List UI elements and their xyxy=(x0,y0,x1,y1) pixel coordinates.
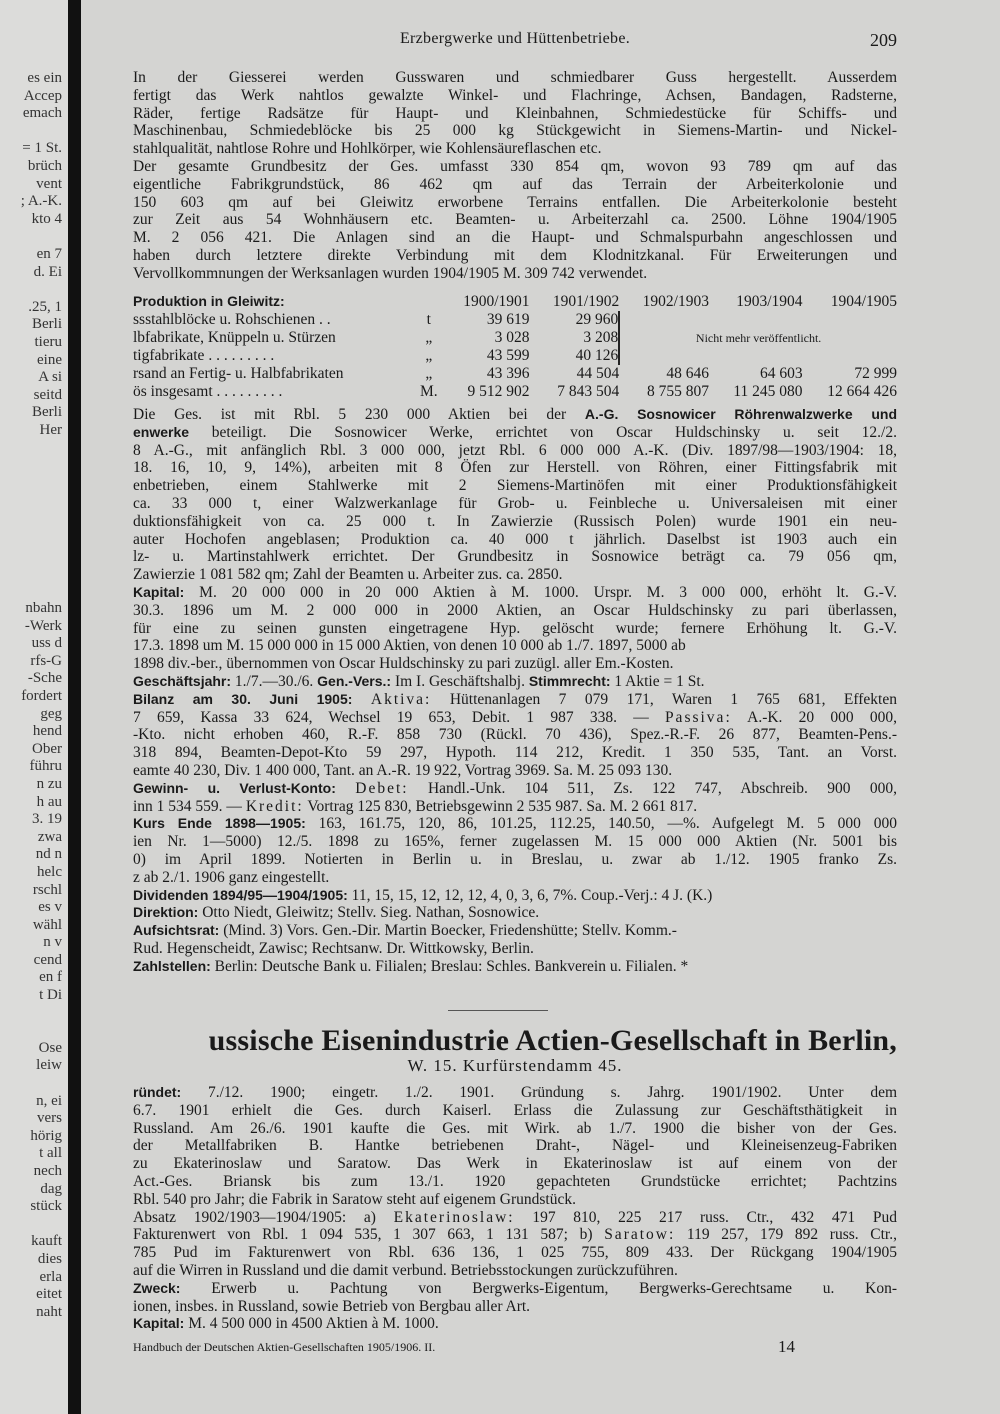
table-cell: 3 208 xyxy=(583,329,619,346)
text-run: 7./12. 1900; eingetr. 1./2. 1901. Gründung s. Jahrg. 1901/1902. Unter dem xyxy=(181,1084,897,1101)
text-run: der Metallfabriken B. Hantke betriebenen Draht-, Nägel- und Kleineisenzeug-Fabriken xyxy=(133,1137,897,1155)
text-run: lz- u. Martinstahlwerk errichtet. Der Grundbesitz in Sosnowice beträgt ca. 79 056 qm, xyxy=(133,548,897,566)
margin-fragment: fordert xyxy=(21,687,62,704)
text-line xyxy=(133,602,897,620)
running-header xyxy=(133,30,897,52)
table-header-row xyxy=(133,292,897,311)
text-line xyxy=(133,158,897,176)
text-line xyxy=(133,780,897,798)
text-line xyxy=(133,655,897,673)
margin-fragment: seitd xyxy=(33,386,62,403)
label-run: Ekaterinoslaw: xyxy=(393,1208,515,1226)
text-run: Erwerb u. Pachtung von Bergwerks-Eigentum, Bergwerks-Gerechtsame u. Kon- xyxy=(180,1279,897,1297)
margin-fragment: d. Ei xyxy=(33,263,62,280)
paragraph-company-details xyxy=(133,406,897,976)
text-line xyxy=(133,904,897,922)
table-cell: 43 599 xyxy=(486,347,530,364)
text-line xyxy=(133,1280,897,1298)
text-run: Russland. Am 26./6. 1901 kaufte die Ges. mit Wirk. ab 1./7. 1900 die bisher von der Ges. xyxy=(133,1119,897,1137)
margin-fragment: vers xyxy=(37,1110,62,1127)
text-line xyxy=(133,851,897,869)
label-run: Kapital: xyxy=(133,583,185,600)
text-line xyxy=(133,105,897,123)
production-table xyxy=(133,292,897,401)
margin-fragment: rfs-G xyxy=(30,652,62,669)
text-line xyxy=(133,229,897,247)
label-run: Passiva: xyxy=(664,708,732,726)
text-run: 11, 15, 15, 12, 12, 12, 4, 0, 3, 6, 7%. Coup.-Verj.: 4 J. (K.) xyxy=(347,886,713,904)
margin-fragment: hend xyxy=(32,723,62,740)
label-run: Debet: xyxy=(355,779,409,797)
margin-fragment: Accep xyxy=(23,87,62,104)
margin-fragment: vent xyxy=(36,175,62,192)
margin-fragment: stück xyxy=(30,1198,62,1215)
text-run: eigentliche Fabrikgrundstück, 86 462 qm auf das Terrain der Arbeiterkolonie und xyxy=(133,175,897,193)
text-run: duktionsfähigkeit von ca. 25 000 t. In Zawierzie (Russisch Polen) wurde 1901 ein neu- xyxy=(133,512,897,530)
binding-shadow xyxy=(68,0,81,1414)
margin-fragment: eine xyxy=(37,351,62,368)
text-run: A.-K. 20 000 000, xyxy=(731,708,897,726)
table-cell: 12 664 426 xyxy=(827,383,897,400)
page-number: 209 xyxy=(870,30,897,50)
margin-fragment: n zu xyxy=(36,775,62,792)
label-run: Zahlstellen: xyxy=(133,957,211,974)
margin-fragment: zwa xyxy=(37,828,62,845)
table-cell: 44 504 xyxy=(576,365,620,382)
label-run: Kapital: xyxy=(133,1315,185,1332)
text-run: Zawierzie 1 081 582 qm; Zahl der Beamten u. Arbeiter zus. ca. 2850. xyxy=(133,566,563,584)
text-line xyxy=(133,194,897,212)
text-line xyxy=(133,744,897,762)
row-label: tigfabrikate . . . . . . . . . xyxy=(133,347,275,364)
text-run: Maschinenbau, Schmiedeblöcke bis 25 000 kg Stückgewicht in Siemens-Martin- und Nickel- xyxy=(133,122,897,140)
text-run: z ab 2./1. 1906 ganz eingestellt. xyxy=(133,868,330,886)
text-run: 0) im April 1899. Notierten in Berlin u. in Breslau, u. zwar ab 1./12. 1905 franko Zs. xyxy=(133,850,897,868)
text-line xyxy=(133,869,897,887)
margin-fragment: kauft xyxy=(31,1233,62,1250)
text-run: 1 Aktie = 1 St. xyxy=(610,672,705,690)
company-address: W. 15. Kurfürstendamm 45. xyxy=(407,1056,623,1075)
row-label: ssstahlblöcke u. Rohschienen . . xyxy=(133,311,331,328)
text-run: 119 257, 179 892 russ. Ctr., xyxy=(675,1226,897,1244)
table-cell: 72 999 xyxy=(854,365,897,382)
year-header: 1901/1902 xyxy=(552,292,620,310)
label-run: Kurs Ende 1898—1905: xyxy=(133,815,306,832)
text-line xyxy=(133,247,897,265)
paragraph-russische-eisenindustrie xyxy=(133,1084,897,1333)
text-run: auter Hochofen angeblasen; Produktion ca. 40 000 t jährlich. Daselbst ist 1903 auch ein xyxy=(133,530,897,548)
row-unit: t xyxy=(426,311,431,328)
margin-fragment: Ober xyxy=(32,740,62,757)
text-line xyxy=(133,922,897,940)
label-run: Saratow: xyxy=(604,1226,676,1244)
text-run: M. 2 056 421. Die Anlagen sind an die Haupt- und Schmalspurbahn angeschlossen und xyxy=(133,229,897,247)
table-cell: 64 603 xyxy=(759,365,803,382)
text-line xyxy=(133,1102,897,1120)
table-cell: 11 245 080 xyxy=(733,383,803,400)
table-cell: 7 843 504 xyxy=(557,383,620,400)
text-line xyxy=(133,584,897,602)
text-run: 8 A.-G., mit anfänglich Rbl. 3 000 000, jetzt Rbl. 6 000 000 A.-K. (Div. 1897/98—1903/1904: 18, xyxy=(133,441,897,459)
text-run: Hüttenanlagen 7 079 171, Waren 1 765 681, Effekten xyxy=(431,690,897,708)
text-run: 318 894, Beamten-Depot-Kto 59 297, Hypoth. 114 212, Kredit. 1 350 535, Tant. an Vorst. xyxy=(133,744,897,762)
text-run: Vervollkommnungen der Werksanlagen wurden 1904/1905 M. 309 742 verwendet. xyxy=(133,264,648,282)
margin-fragment: es ein xyxy=(27,70,62,86)
text-line xyxy=(133,87,897,105)
page-footer xyxy=(133,1337,897,1356)
company-title: ussische Eisenindustrie Actien-Gesellschaft in Berlin, xyxy=(208,1024,897,1057)
label-run: ründet: xyxy=(133,1084,182,1100)
table-cell: 8 755 807 xyxy=(646,383,709,400)
margin-fragment: rschl xyxy=(32,881,62,898)
table-cell: 40 126 xyxy=(575,347,619,364)
text-line xyxy=(133,495,897,513)
text-run: M. 4 500 000 in 4500 Aktien à M. 1000. xyxy=(184,1315,439,1333)
margin-fragment xyxy=(21,228,62,246)
margin-fragment: t Di xyxy=(39,987,62,1004)
footer-text: Handbuch der Deutschen Aktien-Gesellschaften 1905/1906. II. xyxy=(133,1340,436,1354)
margin-fragment: leiw xyxy=(36,1057,62,1074)
text-line xyxy=(133,477,897,495)
margin-fragment xyxy=(21,123,62,141)
label-run: Direktion: xyxy=(133,904,199,921)
text-line xyxy=(133,406,897,424)
text-run: fertigt das Werk nahtlos gewalzte Winkel- und Flachringe, Achsen, Bandagen, Radsterne, xyxy=(133,86,897,104)
text-run: 1898 div.-ber., übernommen von Oscar Huldschinsky zu pari zuzügl. aller Em.-Kosten. xyxy=(133,655,674,673)
text-line xyxy=(133,140,897,158)
text-line xyxy=(133,1120,897,1138)
text-run: Otto Niedt, Gleiwitz; Stellv. Sieg. Nathan, Sosnowice. xyxy=(198,904,540,922)
text-run: Absatz 1902/1903—1904/1905: a) xyxy=(133,1208,394,1226)
margin-fragment: Berli xyxy=(32,404,62,421)
label-run: enwerke xyxy=(133,423,190,440)
margin-fragment: = 1 St. xyxy=(22,140,62,157)
table-cell: 29 960 xyxy=(575,311,619,328)
text-run: 197 810, 225 217 russ. Ctr., 432 471 Pud xyxy=(514,1208,897,1226)
margin-fragment: naht xyxy=(36,1303,62,1320)
table-cell: 43 396 xyxy=(486,365,530,382)
label-run: Aufsichtsrat: xyxy=(133,922,220,939)
text-run: Vortrag 125 830, Betriebsgewinn 2 535 987. Sa. M. 2 661 817. xyxy=(303,797,698,815)
margin-fragment: erla xyxy=(39,1268,62,1285)
previous-page-margin xyxy=(0,0,68,1414)
text-line xyxy=(133,673,897,691)
text-line xyxy=(133,815,897,833)
margin-fragment: -Sche xyxy=(27,670,62,687)
margin-fragment: n, ei xyxy=(36,1092,62,1109)
text-run: zu Ekaterinoslaw und Saratow. Das Werk in Ekaterinoslaw ist auf einem von der xyxy=(133,1155,897,1173)
margin-fragment: emach xyxy=(22,105,62,122)
text-line xyxy=(133,566,897,584)
margin-fragment: h au xyxy=(36,793,62,810)
margin-fragment: dag xyxy=(40,1180,62,1197)
signature-mark: 14 xyxy=(778,1337,795,1356)
margin-fragment: en 7 xyxy=(36,245,62,262)
margin-fragment xyxy=(21,1022,62,1040)
table-row xyxy=(133,383,897,401)
label-run: Bilanz am 30. Juni 1905: xyxy=(133,690,353,707)
text-line xyxy=(133,691,897,709)
text-run: 785 Pud im Fakturenwert von Rbl. 636 136, 1 025 755, 809 433. Der Rückgang 1904/1905 xyxy=(133,1244,897,1262)
table-row xyxy=(133,365,897,383)
row-unit: „ xyxy=(425,347,433,364)
text-run: Handl.-Unk. 104 511, Zs. 122 747, Abschreib. 900 000, xyxy=(408,779,897,797)
text-run: Berlin: Deutsche Bank u. Filialen; Breslau: Schles. Bankverein u. Filialen. * xyxy=(210,957,689,975)
text-run: zur Zeit aus 54 Wohnhäusern etc. Beamten- u. Arbeiterzahl ca. 2500. Löhne 1904/1905 xyxy=(133,211,897,229)
section-divider xyxy=(448,1010,548,1011)
margin-fragments xyxy=(21,600,62,1321)
label-run: Gen.-Vers.: xyxy=(317,672,392,689)
text-line xyxy=(133,211,897,229)
text-run: Fakturenwert von Rbl. 1 094 535, 1 307 663, 1 131 587; b) xyxy=(133,1226,605,1244)
text-run: 150 603 qm auf bei Gleiwitz erworbene Terrains entfallen. Die Arbeiterkolonie besteht xyxy=(133,193,897,211)
header-title: Erzbergwerke und Hüttenbetriebe. xyxy=(399,30,631,47)
margin-fragment: ; A.-K. xyxy=(20,193,62,210)
text-run: stahlqualität, nahtlose Rohre und Hohlkörper, wie Kohlensäureflaschen etc. xyxy=(133,140,602,158)
text-run xyxy=(352,691,370,708)
text-run: 1./7.—30./6. xyxy=(231,672,318,690)
text-run: (Mind. 3) Vors. Gen.-Dir. Martin Boecker, Friedenshütte; Stellv. Komm.- xyxy=(219,922,677,940)
text-line xyxy=(133,1191,897,1209)
margin-fragment: uss d xyxy=(31,635,62,652)
text-run: 17.3. 1898 um M. 15 000 000 in 15 000 Aktien, von denen 10 000 ab 1./7. 1897, 5000 ab xyxy=(133,637,686,655)
text-run: Rbl. 540 pro Jahr; die Fabrik in Saratow steht auf eigenem Grundstück. xyxy=(133,1190,576,1208)
text-line xyxy=(133,176,897,194)
margin-fragment: wähl xyxy=(32,916,62,933)
text-run: -Kto. nicht erhoben 460, R.-F. 858 730 (Rückl. 70 436), Spez.-R.-F. 26 877, Beamten-Pens.- xyxy=(133,726,897,744)
text-line xyxy=(133,69,897,87)
table-cell: 3 028 xyxy=(494,329,530,346)
text-run: haben durch letztere direkte Verbindung mit dem Klodnitzkanal. Für Erweiterungen und xyxy=(133,246,897,264)
margin-fragment: Ose xyxy=(38,1039,62,1056)
margin-fragment: brüch xyxy=(27,157,62,174)
text-line xyxy=(133,726,897,744)
margin-fragment: führu xyxy=(29,758,62,775)
label-run: A.-G. Sosnowicer Röhrenwalzwerke und xyxy=(584,406,897,422)
label-run: Stimmrecht: xyxy=(528,672,611,689)
table-cell: 39 619 xyxy=(486,311,530,328)
text-run: auf die Wirren in Russland und die damit verbund. Betriebsstockungen zurückzuführen. xyxy=(133,1261,678,1279)
text-line xyxy=(133,620,897,638)
text-run: ca. 33 000 t, einer Walzwerkanlage für Grob- u. Feinbleche u. Universaleisen mit einer xyxy=(133,494,897,512)
text-line xyxy=(133,1244,897,1262)
margin-fragment: hörig xyxy=(30,1127,62,1144)
text-line xyxy=(133,531,897,549)
text-run: Räder, fertige Radsätze für Haupt- und Kleinbahnen, Schmiedestücke für Schiffs- und xyxy=(133,104,897,122)
margin-fragment: geg xyxy=(40,705,62,722)
margin-fragment: es v xyxy=(38,899,62,916)
text-run: Die Ges. ist mit Rbl. 5 230 000 Aktien bei der xyxy=(133,406,585,423)
label-run: Kredit: xyxy=(245,797,304,815)
text-line xyxy=(133,798,897,816)
not-published-note: Nicht mehr veröffentlicht. xyxy=(619,311,897,365)
margin-fragment: eitet xyxy=(36,1286,62,1303)
margin-fragment: n v xyxy=(43,934,62,951)
row-unit: M. xyxy=(419,383,438,400)
label-run: Zweck: xyxy=(133,1279,181,1296)
margin-fragments xyxy=(21,70,62,439)
year-header: 1903/1904 xyxy=(736,292,803,310)
row-label: rsand an Fertig- u. Halbfabrikaten xyxy=(133,365,344,382)
text-line xyxy=(133,1155,897,1173)
text-line xyxy=(133,122,897,140)
text-run: 163, 161.75, 120, 86, 101.25, 112.25, 140.50, —%. Aufgelegt M. 5 000 000 xyxy=(305,815,897,833)
text-line xyxy=(133,265,897,283)
margin-fragment: -Werk xyxy=(24,617,62,634)
row-unit: „ xyxy=(425,329,433,346)
margin-fragment xyxy=(21,281,62,299)
text-run: Im I. Geschäftshalbj. xyxy=(391,672,529,690)
text-run: für eine zu seinen gunsten eingetragene Hyp. gelöscht wurde; fernere Erhöhung lt. G.-V. xyxy=(133,619,897,637)
text-line xyxy=(133,1226,897,1244)
text-line xyxy=(133,1262,897,1280)
margin-fragment: 3. 19 xyxy=(32,811,62,828)
margin-fragment: cend xyxy=(33,951,62,968)
text-run: 6.7. 1901 erhielt die Ges. durch Kaiserl. Erlass die Zulassung zur Geschäftsthätigkeit in xyxy=(133,1101,897,1119)
text-line xyxy=(133,762,897,780)
table-cell: 9 512 902 xyxy=(467,383,530,400)
margin-fragment xyxy=(21,1216,62,1234)
margin-fragment: Berli xyxy=(32,316,62,333)
margin-fragment xyxy=(21,1005,62,1023)
margin-fragment: .25, 1 xyxy=(28,298,62,315)
row-unit: „ xyxy=(425,365,433,382)
table-row xyxy=(133,311,897,329)
table-cell: 48 646 xyxy=(666,365,709,382)
margin-fragment: t all xyxy=(39,1145,62,1162)
text-run: 7 659, Kassa 33 624, Wechsel 19 653, Debit. 1 987 338. — xyxy=(133,708,665,726)
text-line xyxy=(133,940,897,958)
text-run: M. 20 000 000 in 20 000 Aktien à M. 1000. Urspr. M. 3 000 000, erhöht lt. G.-V. xyxy=(184,583,897,601)
label-run: Dividenden 1894/95—1904/1905: xyxy=(133,886,348,903)
text-run: inn 1 534 559. — xyxy=(133,797,246,815)
text-run: In der Giesserei werden Gusswaren und schmiedbarer Guss hergestellt. Ausserdem xyxy=(133,69,897,86)
text-run: ionen, insbes. in Russland, sowie Betrieb von Bergbau aller Art. xyxy=(133,1297,531,1315)
label-run: Geschäftsjahr: xyxy=(133,672,232,689)
margin-fragment: nech xyxy=(33,1163,62,1179)
text-line xyxy=(133,1137,897,1155)
label-run: Aktiva: xyxy=(370,690,432,708)
text-line xyxy=(133,1173,897,1191)
text-line xyxy=(133,1298,897,1316)
text-line xyxy=(133,1084,897,1102)
text-run: 18. 16, 10, 9, 14%), arbeiten mit 8 Öfen zur Herstell. von Röhren, einer Fittingsfabrik mit xyxy=(133,459,897,477)
text-run: 30.3. 1896 um M. 2 000 000 in 2000 Aktien, an Oscar Huldschinsky zu pari überlassen, xyxy=(133,601,897,619)
margin-fragment: en f xyxy=(39,969,62,986)
margin-fragment: nd n xyxy=(35,846,62,863)
text-line xyxy=(133,887,897,905)
text-line xyxy=(133,513,897,531)
margin-fragment: helc xyxy=(37,863,62,880)
text-run: beteiligt. Die Sosnowicer Werke, errichtet von Oscar Huldschinsky u. seit 12./2. xyxy=(189,423,897,441)
text-line xyxy=(133,709,897,727)
text-line xyxy=(133,459,897,477)
text-run xyxy=(336,780,355,797)
margin-fragment: kto 4 xyxy=(31,210,62,227)
text-run: Act.-Ges. Briansk bis zum 13./1. 1920 gepachteten Grundstücke errichtet; Pachtzins xyxy=(133,1172,897,1190)
label-run: Gewinn- u. Verlust-Konto: xyxy=(133,779,336,796)
text-line xyxy=(133,1209,897,1227)
year-header: 1904/1905 xyxy=(830,292,897,310)
margin-fragment: Her xyxy=(39,421,62,438)
margin-fragment: tieru xyxy=(34,333,62,350)
text-line xyxy=(133,958,897,976)
paragraph-gleiwitz-works xyxy=(133,69,897,283)
row-label: lbfabrikate, Knüppeln u. Stürzen xyxy=(133,329,336,346)
text-run: Der gesamte Grundbesitz der Ges. umfasst 330 854 qm, wovon 93 789 qm auf das xyxy=(133,157,897,175)
text-line xyxy=(133,548,897,566)
text-run: Rud. Hegenscheidt, Zawisc; Rechtsanw. Dr. Wittkowsky, Berlin. xyxy=(133,939,534,957)
text-run: enbetrieben, einem Stahlwerke mit 2 Siemens-Martinöfen mit einer Produktionsfähigkeit xyxy=(133,477,897,495)
text-line xyxy=(133,1315,897,1333)
margin-fragment: dies xyxy=(37,1250,62,1267)
year-header: 1900/1901 xyxy=(463,292,530,310)
margin-fragment: A si xyxy=(38,369,62,386)
text-line xyxy=(133,833,897,851)
margin-fragment: nbahn xyxy=(25,600,62,616)
text-line xyxy=(133,637,897,655)
text-line xyxy=(133,424,897,442)
margin-fragment xyxy=(21,1075,62,1093)
table-title: Produktion in Gleiwitz: xyxy=(133,293,285,309)
text-run: eamte 40 230, Div. 1 400 000, Tant. an A.-R. 19 922, Vortrag 3969. Sa. M. 25 093 130. xyxy=(133,761,673,779)
text-line xyxy=(133,442,897,460)
year-header: 1902/1903 xyxy=(642,292,709,310)
row-label: ös insgesamt . . . . . . . . . xyxy=(133,383,283,400)
text-run: ien Nr. 1—5000) 12./5. 1898 zu 165%, ferner zugelassen M. 15 000 000 Aktien (Nr. 5001 bis xyxy=(133,833,897,851)
